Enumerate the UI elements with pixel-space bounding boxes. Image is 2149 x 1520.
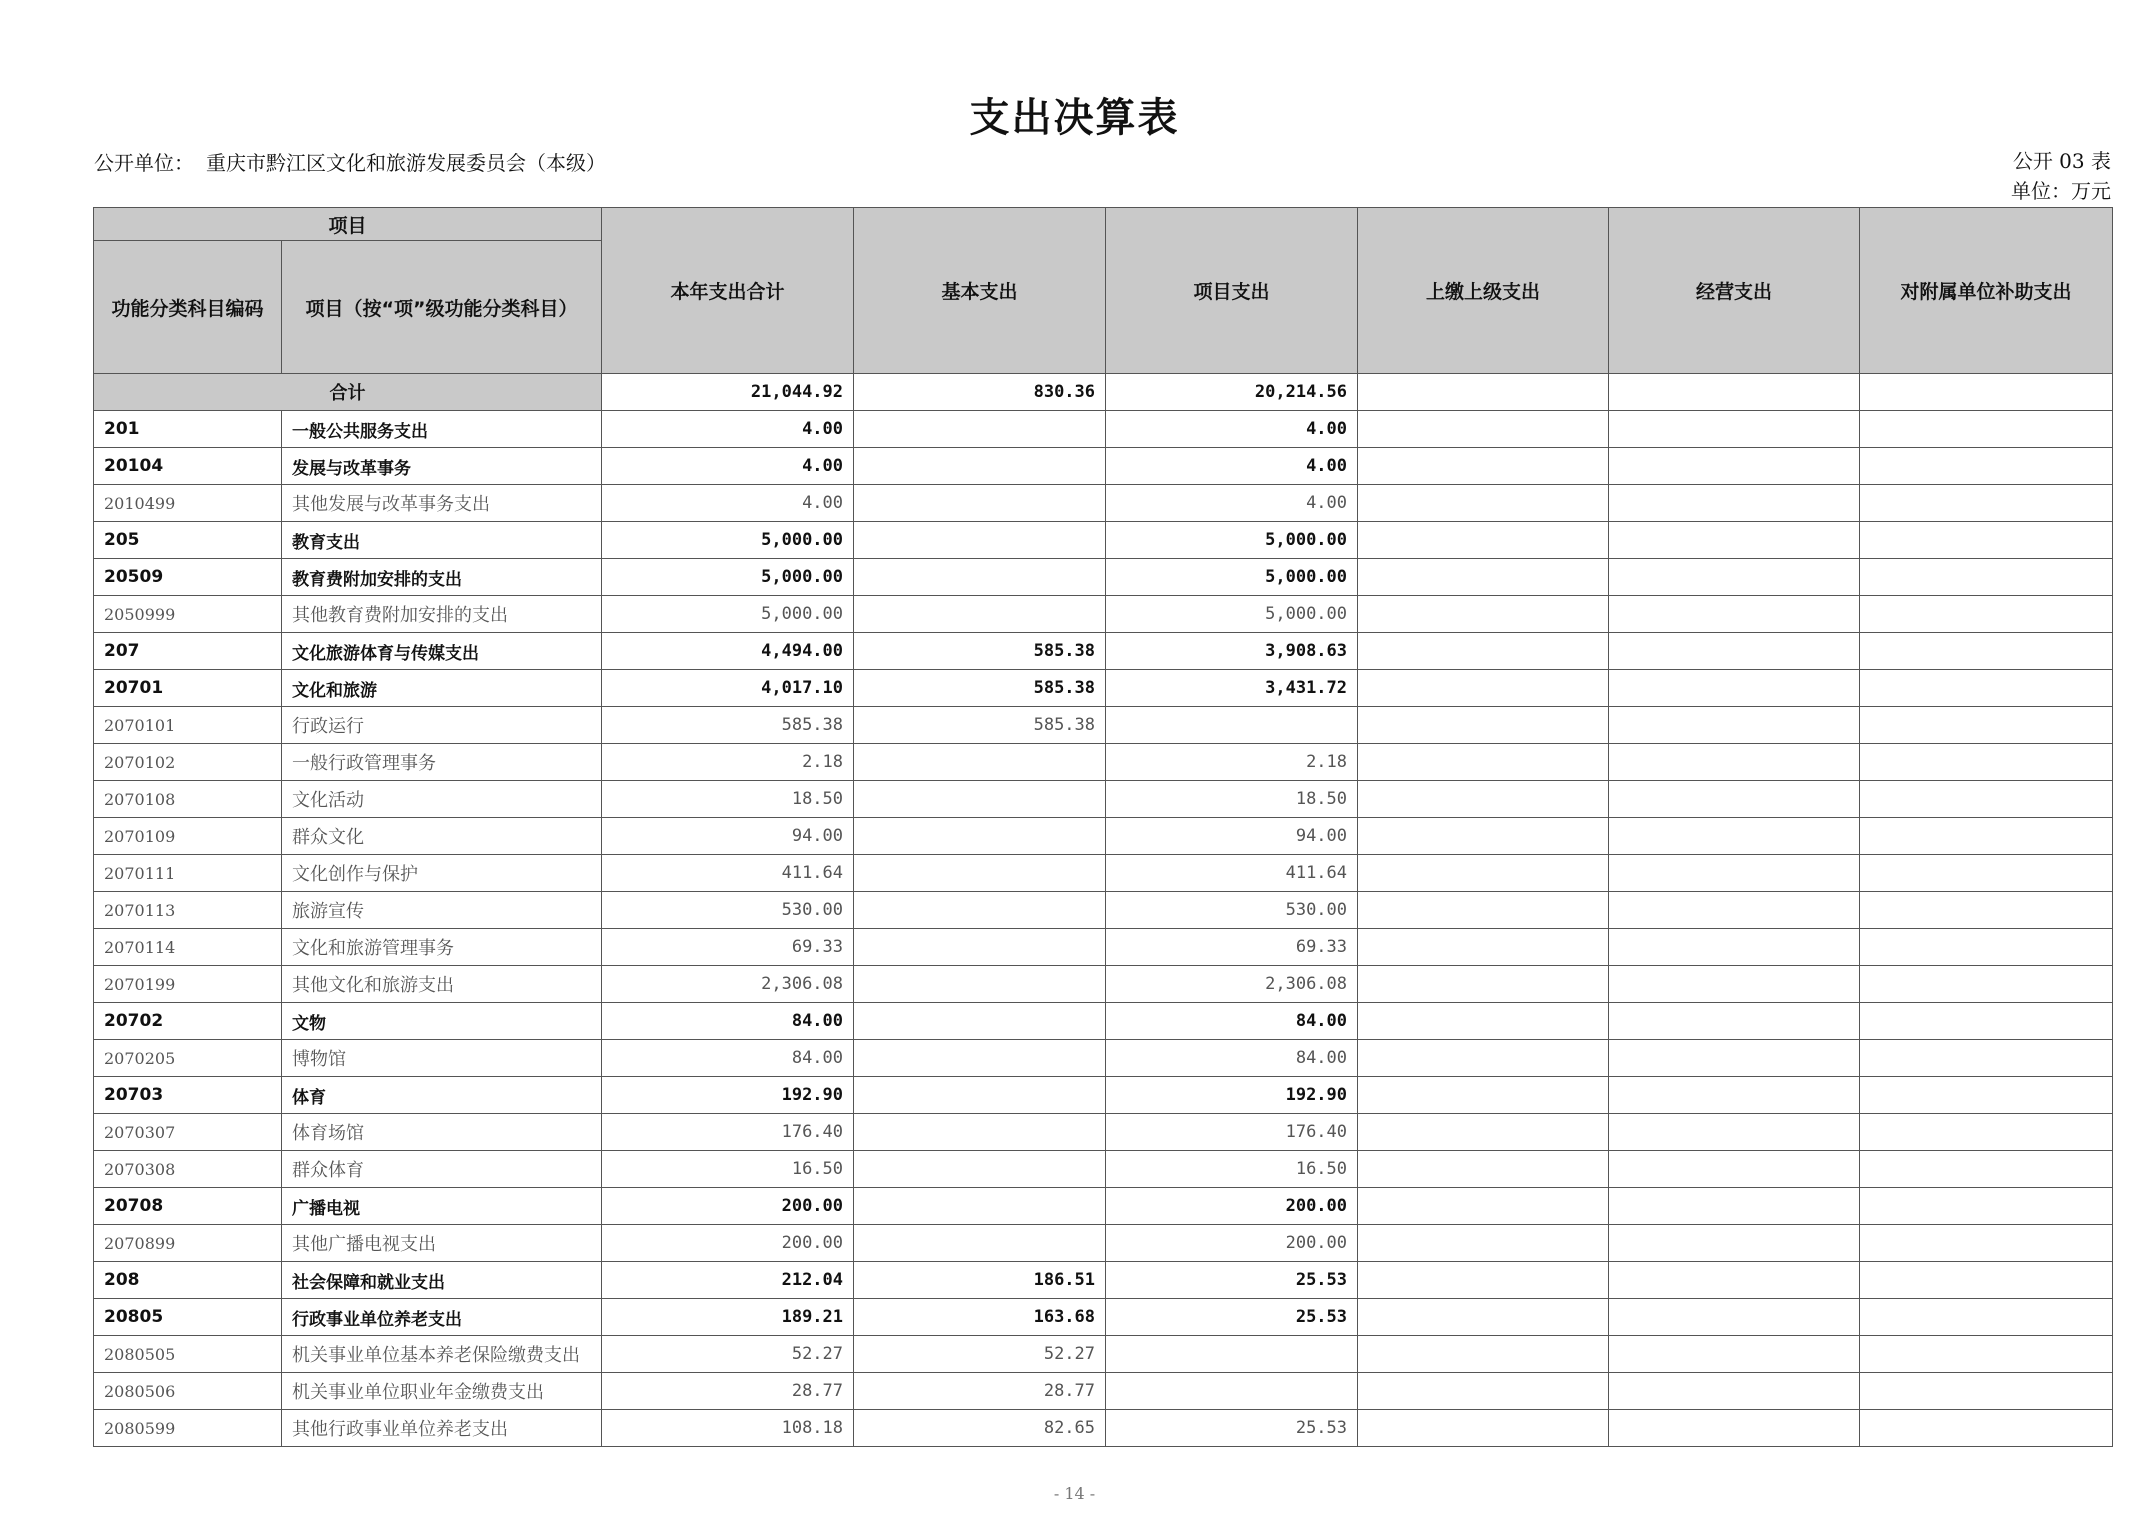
form-number: 公开 03 表 bbox=[2012, 149, 2111, 173]
row-business bbox=[1609, 966, 1860, 1003]
table-row bbox=[94, 1299, 2113, 1336]
row-code: 2050999 bbox=[94, 596, 282, 633]
row-project: 25.53 bbox=[1106, 1410, 1358, 1447]
header-subsidy: 对附属单位补助支出 bbox=[1860, 208, 2113, 374]
row-project: 4.00 bbox=[1106, 448, 1358, 485]
row-business bbox=[1609, 1225, 1860, 1262]
table-row bbox=[94, 781, 2113, 818]
row-total: 16.50 bbox=[602, 1151, 854, 1188]
row-business bbox=[1609, 670, 1860, 707]
row-code: 2070307 bbox=[94, 1114, 282, 1151]
row-code: 20708 bbox=[94, 1188, 282, 1225]
row-name: 机关事业单位基本养老保险缴费支出 bbox=[282, 1336, 602, 1373]
row-name: 群众体育 bbox=[282, 1151, 602, 1188]
row-basic: 186.51 bbox=[854, 1262, 1106, 1299]
row-upper bbox=[1358, 1114, 1609, 1151]
table-row bbox=[94, 559, 2113, 596]
row-project: 411.64 bbox=[1106, 855, 1358, 892]
row-subsidy bbox=[1860, 1151, 2113, 1188]
currency-unit: 单位：万元 bbox=[2011, 179, 2111, 203]
row-basic bbox=[854, 781, 1106, 818]
row-project: 5,000.00 bbox=[1106, 596, 1358, 633]
row-total: 2,306.08 bbox=[602, 966, 854, 1003]
unit-org bbox=[94, 148, 614, 178]
row-project: 84.00 bbox=[1106, 1003, 1358, 1040]
row-subsidy bbox=[1860, 1077, 2113, 1114]
row-project: 176.40 bbox=[1106, 1114, 1358, 1151]
table-row bbox=[94, 929, 2113, 966]
row-project bbox=[1106, 1336, 1358, 1373]
row-upper bbox=[1358, 522, 1609, 559]
row-subsidy bbox=[1860, 670, 2113, 707]
row-business bbox=[1609, 929, 1860, 966]
row-code: 2070199 bbox=[94, 966, 282, 1003]
header-business: 经营支出 bbox=[1609, 208, 1860, 374]
row-total: 4,017.10 bbox=[602, 670, 854, 707]
table-row bbox=[94, 1188, 2113, 1225]
row-total: 4.00 bbox=[602, 448, 854, 485]
row-basic bbox=[854, 596, 1106, 633]
row-total: 108.18 bbox=[602, 1410, 854, 1447]
total-project: 20,214.56 bbox=[1106, 374, 1358, 411]
row-business bbox=[1609, 1114, 1860, 1151]
table-row bbox=[94, 855, 2113, 892]
row-business bbox=[1609, 1299, 1860, 1336]
row-project: 530.00 bbox=[1106, 892, 1358, 929]
row-basic bbox=[854, 1225, 1106, 1262]
row-project: 2.18 bbox=[1106, 744, 1358, 781]
row-name: 教育费附加安排的支出 bbox=[282, 559, 602, 596]
row-name: 教育支出 bbox=[282, 522, 602, 559]
row-total: 4.00 bbox=[602, 485, 854, 522]
row-project: 4.00 bbox=[1106, 485, 1358, 522]
row-basic bbox=[854, 1077, 1106, 1114]
row-code: 2070205 bbox=[94, 1040, 282, 1077]
header-project: 项目 bbox=[94, 208, 602, 241]
row-upper bbox=[1358, 596, 1609, 633]
row-upper bbox=[1358, 1410, 1609, 1447]
row-upper bbox=[1358, 633, 1609, 670]
row-project bbox=[1106, 1373, 1358, 1410]
row-name: 旅游宣传 bbox=[282, 892, 602, 929]
row-total: 69.33 bbox=[602, 929, 854, 966]
row-basic bbox=[854, 1114, 1106, 1151]
row-project: 4.00 bbox=[1106, 411, 1358, 448]
table-row bbox=[94, 633, 2113, 670]
row-code: 2070308 bbox=[94, 1151, 282, 1188]
row-code: 20703 bbox=[94, 1077, 282, 1114]
row-code: 208 bbox=[94, 1262, 282, 1299]
row-name: 社会保障和就业支出 bbox=[282, 1262, 602, 1299]
row-name: 体育场馆 bbox=[282, 1114, 602, 1151]
table-row bbox=[94, 1410, 2113, 1447]
row-subsidy bbox=[1860, 1262, 2113, 1299]
row-subsidy bbox=[1860, 1188, 2113, 1225]
row-name: 文化和旅游 bbox=[282, 670, 602, 707]
row-upper bbox=[1358, 1151, 1609, 1188]
row-basic bbox=[854, 1188, 1106, 1225]
table-row bbox=[94, 892, 2113, 929]
row-upper bbox=[1358, 1077, 1609, 1114]
row-total: 2.18 bbox=[602, 744, 854, 781]
row-business bbox=[1609, 1188, 1860, 1225]
row-basic bbox=[854, 559, 1106, 596]
header-upper: 上缴上级支出 bbox=[1358, 208, 1609, 374]
row-project: 16.50 bbox=[1106, 1151, 1358, 1188]
table-row bbox=[94, 411, 2113, 448]
row-subsidy bbox=[1860, 1373, 2113, 1410]
row-upper bbox=[1358, 892, 1609, 929]
row-code: 20104 bbox=[94, 448, 282, 485]
row-upper bbox=[1358, 818, 1609, 855]
row-upper bbox=[1358, 1188, 1609, 1225]
table-row bbox=[94, 1151, 2113, 1188]
row-business bbox=[1609, 1262, 1860, 1299]
row-business bbox=[1609, 559, 1860, 596]
row-upper bbox=[1358, 744, 1609, 781]
row-code: 207 bbox=[94, 633, 282, 670]
row-project: 25.53 bbox=[1106, 1262, 1358, 1299]
row-business bbox=[1609, 892, 1860, 929]
row-subsidy bbox=[1860, 596, 2113, 633]
row-total: 52.27 bbox=[602, 1336, 854, 1373]
row-name: 行政运行 bbox=[282, 707, 602, 744]
row-subsidy bbox=[1860, 559, 2113, 596]
row-project: 18.50 bbox=[1106, 781, 1358, 818]
table-row bbox=[94, 522, 2113, 559]
row-subsidy bbox=[1860, 892, 2113, 929]
row-upper bbox=[1358, 411, 1609, 448]
expenditure-table bbox=[93, 207, 2113, 1447]
row-project: 5,000.00 bbox=[1106, 522, 1358, 559]
row-upper bbox=[1358, 670, 1609, 707]
header-basic: 基本支出 bbox=[854, 208, 1106, 374]
table-row bbox=[94, 1114, 2113, 1151]
row-basic bbox=[854, 411, 1106, 448]
row-total: 28.77 bbox=[602, 1373, 854, 1410]
row-total: 5,000.00 bbox=[602, 522, 854, 559]
row-upper bbox=[1358, 485, 1609, 522]
total-business bbox=[1609, 374, 1860, 411]
row-name: 体育 bbox=[282, 1077, 602, 1114]
header-name: 项目（按“项”级功能分类科目） bbox=[282, 241, 602, 374]
row-project: 69.33 bbox=[1106, 929, 1358, 966]
row-business bbox=[1609, 855, 1860, 892]
row-total: 212.04 bbox=[602, 1262, 854, 1299]
row-subsidy bbox=[1860, 522, 2113, 559]
row-business bbox=[1609, 1040, 1860, 1077]
row-project: 2,306.08 bbox=[1106, 966, 1358, 1003]
total-upper bbox=[1358, 374, 1609, 411]
row-project: 200.00 bbox=[1106, 1225, 1358, 1262]
table-row bbox=[94, 448, 2113, 485]
row-basic: 585.38 bbox=[854, 707, 1106, 744]
table-row bbox=[94, 1336, 2113, 1373]
header-project-expense: 项目支出 bbox=[1106, 208, 1358, 374]
row-total: 4.00 bbox=[602, 411, 854, 448]
row-basic bbox=[854, 744, 1106, 781]
row-upper bbox=[1358, 707, 1609, 744]
row-project bbox=[1106, 707, 1358, 744]
header-total: 本年支出合计 bbox=[602, 208, 854, 374]
row-business bbox=[1609, 744, 1860, 781]
row-basic bbox=[854, 1040, 1106, 1077]
row-total: 200.00 bbox=[602, 1188, 854, 1225]
row-business bbox=[1609, 1410, 1860, 1447]
row-name: 其他行政事业单位养老支出 bbox=[282, 1410, 602, 1447]
row-code: 2070113 bbox=[94, 892, 282, 929]
row-total: 4,494.00 bbox=[602, 633, 854, 670]
row-total: 530.00 bbox=[602, 892, 854, 929]
row-total: 84.00 bbox=[602, 1040, 854, 1077]
row-business bbox=[1609, 707, 1860, 744]
row-code: 2070114 bbox=[94, 929, 282, 966]
row-business bbox=[1609, 1151, 1860, 1188]
row-name: 文化旅游体育与传媒支出 bbox=[282, 633, 602, 670]
row-subsidy bbox=[1860, 1003, 2113, 1040]
table-row bbox=[94, 744, 2113, 781]
total-label: 合计 bbox=[94, 374, 602, 411]
row-code: 2070899 bbox=[94, 1225, 282, 1262]
row-subsidy bbox=[1860, 411, 2113, 448]
table-row bbox=[94, 485, 2113, 522]
row-code: 20509 bbox=[94, 559, 282, 596]
row-subsidy bbox=[1860, 929, 2113, 966]
row-code: 20701 bbox=[94, 670, 282, 707]
row-basic bbox=[854, 522, 1106, 559]
row-code: 201 bbox=[94, 411, 282, 448]
table-row bbox=[94, 1225, 2113, 1262]
row-name: 广播电视 bbox=[282, 1188, 602, 1225]
row-total: 84.00 bbox=[602, 1003, 854, 1040]
unit-org-name: 重庆市黔江区文化和旅游发展委员会（本级） bbox=[206, 151, 606, 175]
row-subsidy bbox=[1860, 485, 2113, 522]
row-basic bbox=[854, 966, 1106, 1003]
row-total: 94.00 bbox=[602, 818, 854, 855]
row-business bbox=[1609, 448, 1860, 485]
row-total: 5,000.00 bbox=[602, 596, 854, 633]
row-basic: 52.27 bbox=[854, 1336, 1106, 1373]
row-upper bbox=[1358, 781, 1609, 818]
row-subsidy bbox=[1860, 1225, 2113, 1262]
row-name: 行政事业单位养老支出 bbox=[282, 1299, 602, 1336]
row-subsidy bbox=[1860, 1336, 2113, 1373]
row-total: 200.00 bbox=[602, 1225, 854, 1262]
row-name: 文化创作与保护 bbox=[282, 855, 602, 892]
row-basic: 82.65 bbox=[854, 1410, 1106, 1447]
row-project: 84.00 bbox=[1106, 1040, 1358, 1077]
total-row bbox=[94, 374, 2113, 411]
row-basic bbox=[854, 818, 1106, 855]
row-business bbox=[1609, 522, 1860, 559]
row-code: 2080599 bbox=[94, 1410, 282, 1447]
row-upper bbox=[1358, 448, 1609, 485]
row-basic bbox=[854, 448, 1106, 485]
row-name: 一般行政管理事务 bbox=[282, 744, 602, 781]
row-subsidy bbox=[1860, 966, 2113, 1003]
row-total: 411.64 bbox=[602, 855, 854, 892]
row-name: 其他发展与改革事务支出 bbox=[282, 485, 602, 522]
row-business bbox=[1609, 411, 1860, 448]
row-project: 200.00 bbox=[1106, 1188, 1358, 1225]
row-code: 2070101 bbox=[94, 707, 282, 744]
row-subsidy bbox=[1860, 707, 2113, 744]
row-name: 其他文化和旅游支出 bbox=[282, 966, 602, 1003]
row-basic bbox=[854, 892, 1106, 929]
row-upper bbox=[1358, 559, 1609, 596]
row-total: 189.21 bbox=[602, 1299, 854, 1336]
row-basic: 585.38 bbox=[854, 633, 1106, 670]
unit-org-label: 公开单位： bbox=[94, 151, 194, 175]
row-code: 2010499 bbox=[94, 485, 282, 522]
row-code: 2070109 bbox=[94, 818, 282, 855]
row-upper bbox=[1358, 1373, 1609, 1410]
row-basic: 28.77 bbox=[854, 1373, 1106, 1410]
total-basic: 830.36 bbox=[854, 374, 1106, 411]
row-project: 94.00 bbox=[1106, 818, 1358, 855]
row-name: 群众文化 bbox=[282, 818, 602, 855]
row-upper bbox=[1358, 966, 1609, 1003]
row-code: 2070108 bbox=[94, 781, 282, 818]
page-number: - 14 - bbox=[1053, 1484, 1096, 1503]
row-business bbox=[1609, 485, 1860, 522]
row-project: 3,908.63 bbox=[1106, 633, 1358, 670]
row-upper bbox=[1358, 1262, 1609, 1299]
row-total: 5,000.00 bbox=[602, 559, 854, 596]
table-row bbox=[94, 1077, 2113, 1114]
row-subsidy bbox=[1860, 1299, 2113, 1336]
row-basic: 585.38 bbox=[854, 670, 1106, 707]
row-total: 585.38 bbox=[602, 707, 854, 744]
total-subsidy bbox=[1860, 374, 2113, 411]
row-name: 一般公共服务支出 bbox=[282, 411, 602, 448]
table-row bbox=[94, 707, 2113, 744]
row-basic bbox=[854, 485, 1106, 522]
row-code: 20805 bbox=[94, 1299, 282, 1336]
row-subsidy bbox=[1860, 744, 2113, 781]
row-basic bbox=[854, 1151, 1106, 1188]
row-upper bbox=[1358, 1003, 1609, 1040]
row-name: 机关事业单位职业年金缴费支出 bbox=[282, 1373, 602, 1410]
row-subsidy bbox=[1860, 855, 2113, 892]
row-subsidy bbox=[1860, 448, 2113, 485]
row-business bbox=[1609, 1336, 1860, 1373]
row-name: 文化活动 bbox=[282, 781, 602, 818]
row-upper bbox=[1358, 929, 1609, 966]
row-project: 25.53 bbox=[1106, 1299, 1358, 1336]
row-name: 其他广播电视支出 bbox=[282, 1225, 602, 1262]
row-business bbox=[1609, 1003, 1860, 1040]
row-project: 192.90 bbox=[1106, 1077, 1358, 1114]
table-row bbox=[94, 966, 2113, 1003]
row-code: 2080506 bbox=[94, 1373, 282, 1410]
row-upper bbox=[1358, 1336, 1609, 1373]
total-total: 21,044.92 bbox=[602, 374, 854, 411]
table-row bbox=[94, 818, 2113, 855]
row-business bbox=[1609, 1077, 1860, 1114]
row-code: 2080505 bbox=[94, 1336, 282, 1373]
row-business bbox=[1609, 818, 1860, 855]
table-row bbox=[94, 1262, 2113, 1299]
page-title: 支出决算表 bbox=[969, 95, 1180, 141]
row-name: 其他教育费附加安排的支出 bbox=[282, 596, 602, 633]
row-name: 博物馆 bbox=[282, 1040, 602, 1077]
row-basic: 163.68 bbox=[854, 1299, 1106, 1336]
table-row bbox=[94, 670, 2113, 707]
row-code: 2070102 bbox=[94, 744, 282, 781]
row-upper bbox=[1358, 1299, 1609, 1336]
row-code: 205 bbox=[94, 522, 282, 559]
row-total: 176.40 bbox=[602, 1114, 854, 1151]
row-total: 192.90 bbox=[602, 1077, 854, 1114]
row-business bbox=[1609, 781, 1860, 818]
row-upper bbox=[1358, 1225, 1609, 1262]
table-row bbox=[94, 1040, 2113, 1077]
header-code: 功能分类科目编码 bbox=[94, 241, 282, 374]
row-upper bbox=[1358, 855, 1609, 892]
table-row bbox=[94, 596, 2113, 633]
row-total: 18.50 bbox=[602, 781, 854, 818]
row-business bbox=[1609, 1373, 1860, 1410]
row-subsidy bbox=[1860, 781, 2113, 818]
row-basic bbox=[854, 929, 1106, 966]
row-business bbox=[1609, 596, 1860, 633]
header-row-1 bbox=[94, 208, 2113, 241]
row-name: 发展与改革事务 bbox=[282, 448, 602, 485]
form-meta bbox=[2011, 146, 2111, 206]
row-name: 文化和旅游管理事务 bbox=[282, 929, 602, 966]
table-row bbox=[94, 1003, 2113, 1040]
row-project: 3,431.72 bbox=[1106, 670, 1358, 707]
row-code: 2070111 bbox=[94, 855, 282, 892]
row-basic bbox=[854, 1003, 1106, 1040]
table-row bbox=[94, 1373, 2113, 1410]
row-subsidy bbox=[1860, 1040, 2113, 1077]
row-basic bbox=[854, 855, 1106, 892]
row-name: 文物 bbox=[282, 1003, 602, 1040]
row-subsidy bbox=[1860, 1410, 2113, 1447]
row-business bbox=[1609, 633, 1860, 670]
row-subsidy bbox=[1860, 818, 2113, 855]
row-subsidy bbox=[1860, 1114, 2113, 1151]
row-upper bbox=[1358, 1040, 1609, 1077]
row-subsidy bbox=[1860, 633, 2113, 670]
row-code: 20702 bbox=[94, 1003, 282, 1040]
row-project: 5,000.00 bbox=[1106, 559, 1358, 596]
